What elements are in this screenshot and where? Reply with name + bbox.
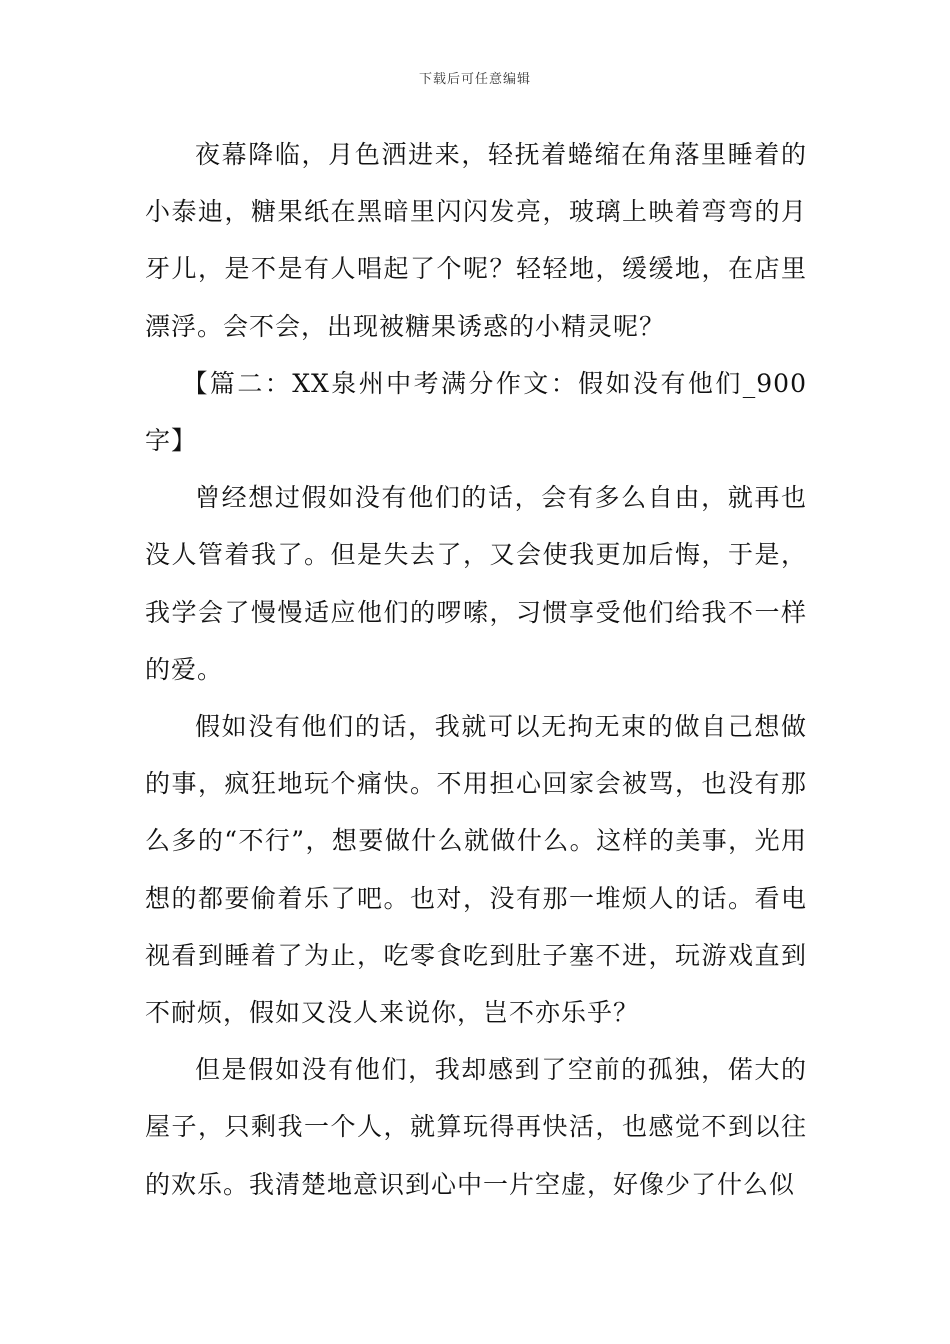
paragraph: 夜幕降临，月色洒进来，轻抚着蜷缩在角落里睡着的小泰迪，糖果纸在黑暗里闪闪发亮，玻璃上映着弯弯的月牙儿，是不是有人唱起了个呢？轻轻地，缓缓地，在店里漂浮。会不会，出现被糖果诱惑的小精灵呢？	[145, 140, 807, 341]
paragraph: 曾经想过假如没有他们的话，会有多么自由，就再也没人管着我了。但是失去了，又会使我更加后悔，于是，我学会了慢慢适应他们的啰嗦，习惯享受他们给我不一样的爱。	[145, 483, 807, 684]
paragraph: 假如没有他们的话，我就可以无拘无束的做自己想做的事，疯狂地玩个痛快。不用担心回家会被骂，也没有那么多的“不行”，想要做什么就做什么。这样的美事，光用想的都要偷着乐了吧。也对，没有那一堆烦人的话。看电视看到睡着了为止，吃零食吃到肚子塞不进，玩游戏直到不耐烦，假如又没人来说你，岂不亦乐乎？	[145, 712, 807, 1028]
page-header: 下载后可任意编辑	[418, 72, 531, 87]
document-body	[145, 126, 807, 1213]
section-heading: 【篇二：XX泉州中考满分作文：假如没有他们_900字】	[145, 368, 807, 456]
paragraph: 但是假如没有他们，我却感到了空前的孤独，偌大的屋子，只剩我一个人，就算玩得再快活，也感觉不到以往的欢乐。我清楚地意识到心中一片空虚，好像少了什么似	[145, 1055, 807, 1199]
